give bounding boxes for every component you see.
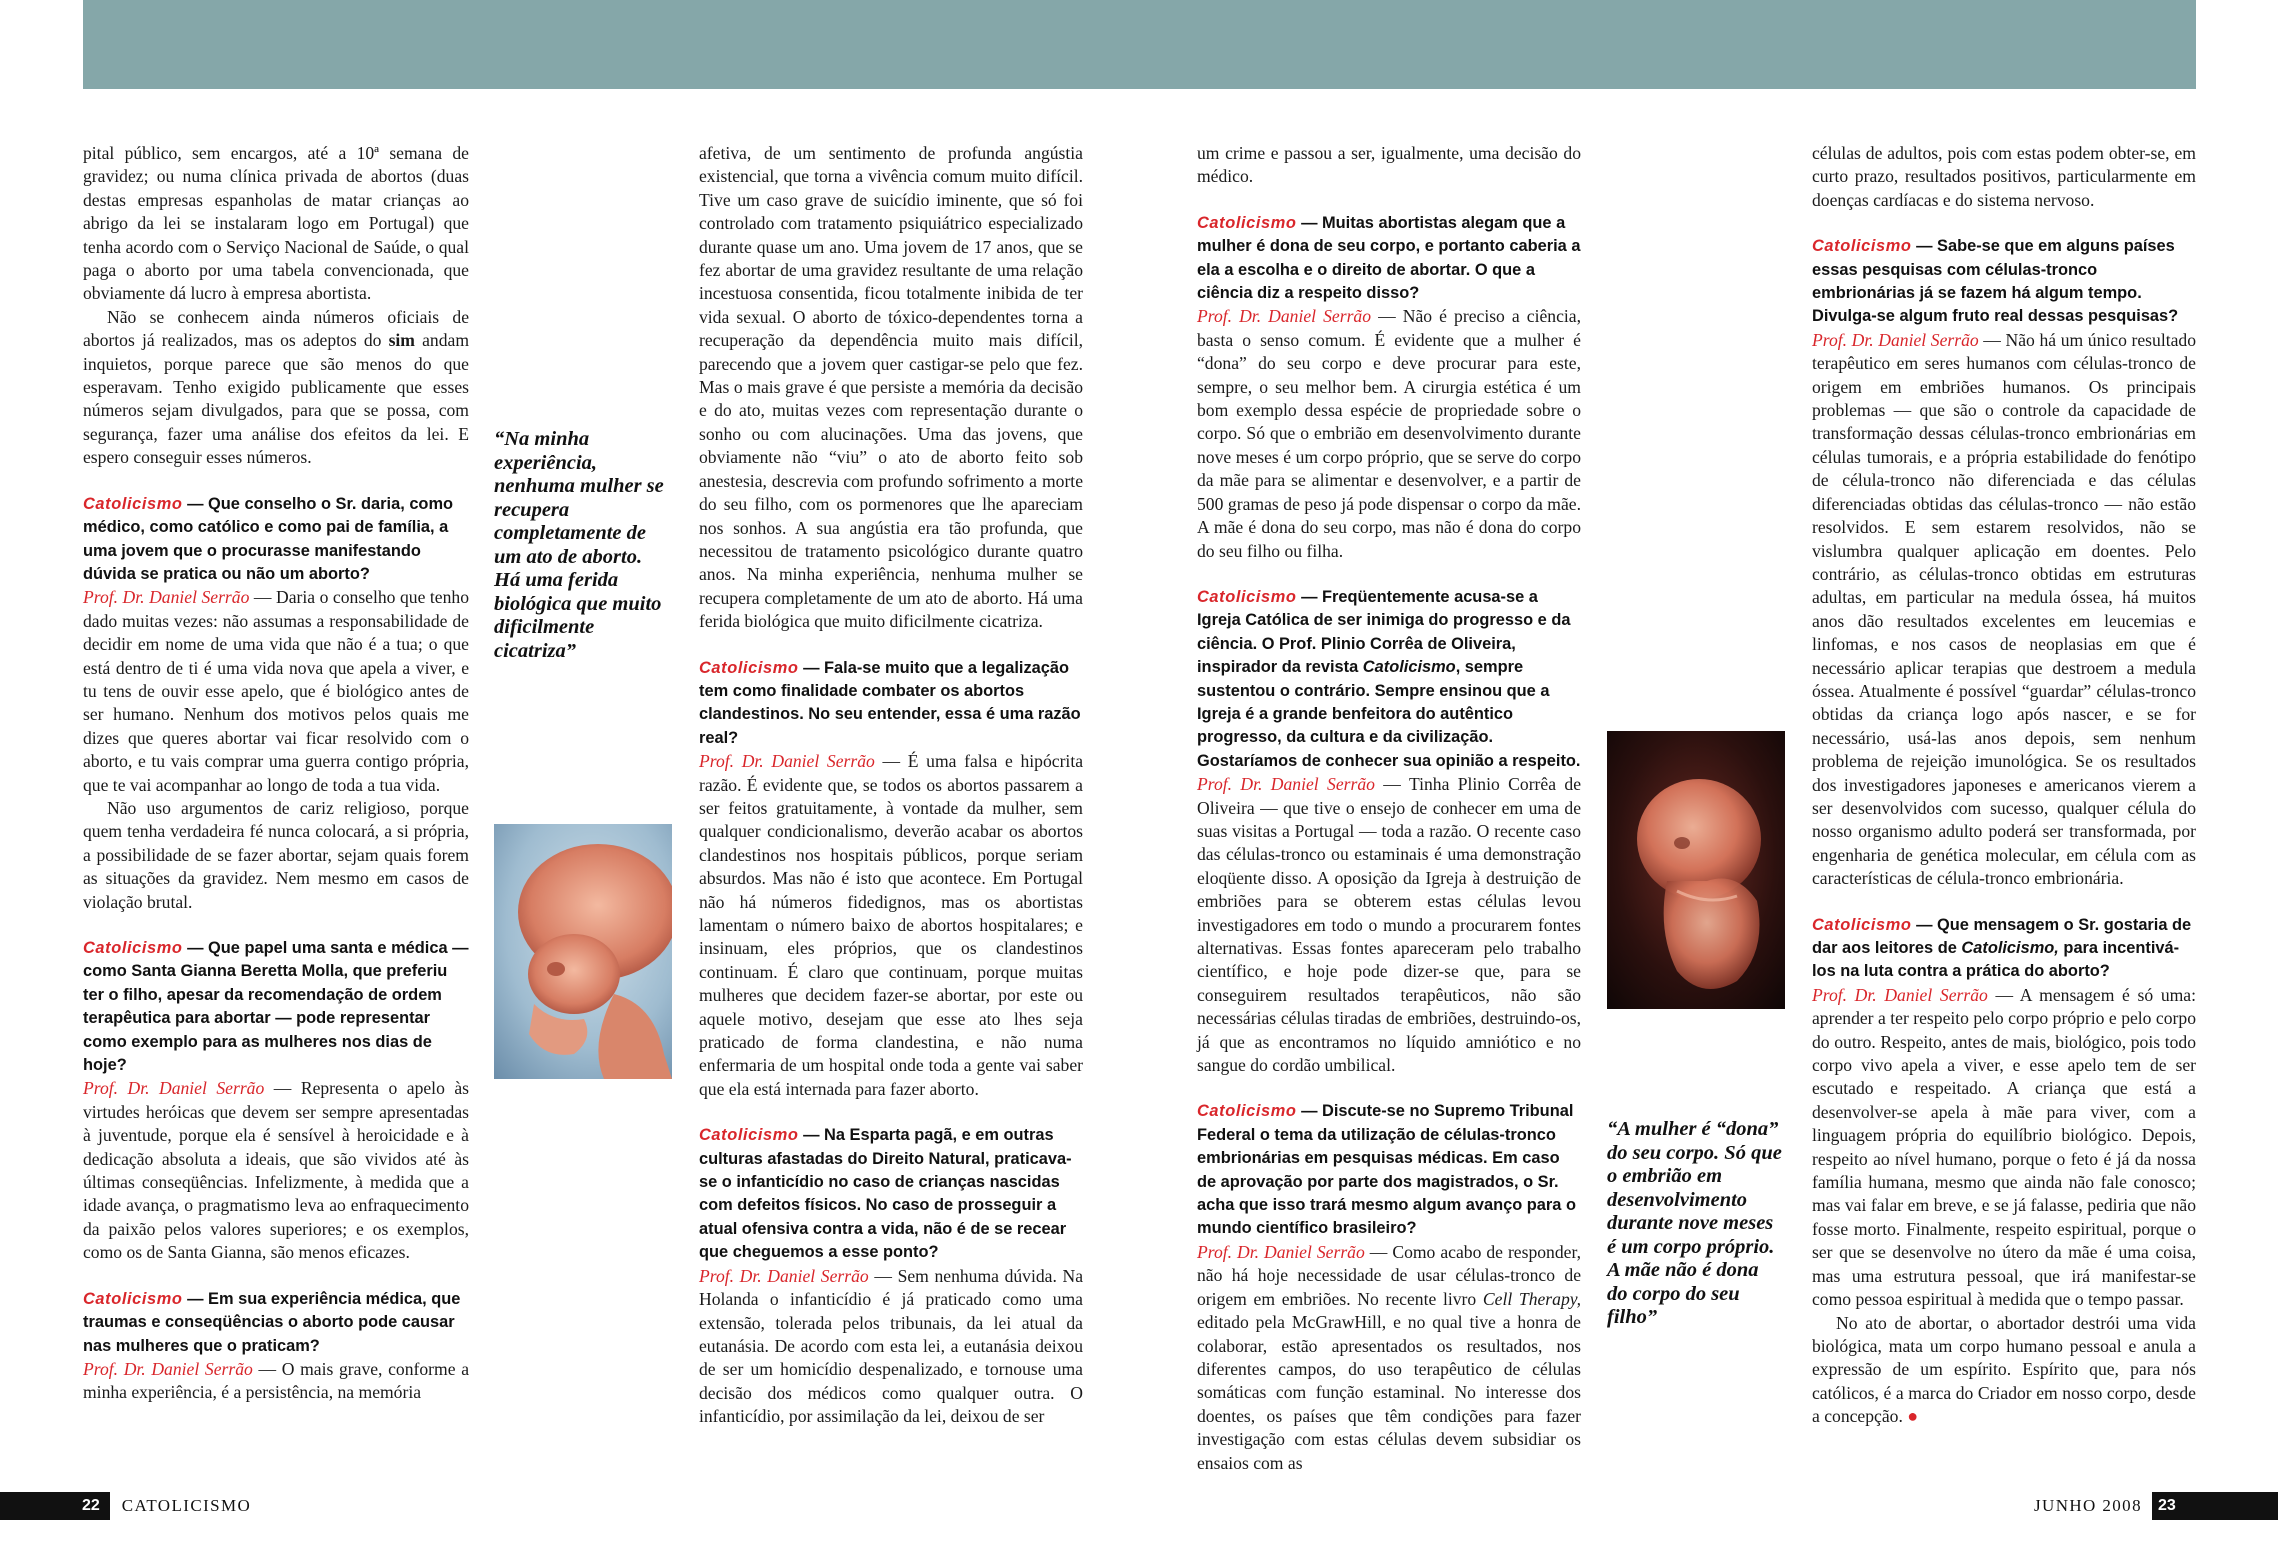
page-number-right: 23 xyxy=(2152,1492,2182,1520)
paragraph: Não se conhecem ainda números oficiais de abortos já realizados, mas os adeptos do sim andam inquietos, porque parece que são menos do que esperavam. Tenho exigido publicamente que esses números sejam divulgados, para que se possa, com segurança, fazer uma análise dos efeitos da lei. E espero conseguir esses números. xyxy=(83,306,469,468)
question: Catolicismo — Muitas abortistas alegam que a mulher é dona de seu corpo, e portanto caberia a ela a escolha e o direito de abortar. O que a ciência diz a respeito disso? xyxy=(1197,213,1581,303)
question: Catolicismo — Que mensagem o Sr. gostaria de dar aos leitores de Catolicismo, para incentivá-los na luta contra a prática do aborto? xyxy=(1812,915,2192,981)
question: Catolicismo — Freqüentemente acusa-se a Igreja Católica de ser inimiga do progresso e da ciência. O Prof. Plinio Corrêa de Oliveira, inspirador da revista Catolicismo, sempre sustentou o contrário. Sempre ensinou que a Igreja é a grande benfeitora do autêntico progresso, da cultura e da civilização. Gostaríamos de conhecer sua opinião a respeito. xyxy=(1197,587,1581,770)
question: Catolicismo — Sabe-se que em alguns países essas pesquisas com células-tronco embrionárias já se fazem há algum tempo. Divulga-se algum fruto real dessas pesquisas? xyxy=(1812,237,2179,326)
paragraph: Não uso argumentos de cariz religioso, porque quem tenha verdadeira fé nunca colocará, a si própria, a possibilidade de se fazer abortar, sejam quais forem as situações da gravidez. Nem mesmo em casos de violação brutal. xyxy=(83,797,469,912)
article-column-1 xyxy=(83,142,469,1405)
embryo-photo xyxy=(1607,731,1785,1009)
paragraph: afetiva, de um sentimento de profunda angústia existencial, que torna a vivência comum muito difícil. Tive um caso grave de suicídio iminente, que só foi controlado com tratamento psiquiátrico especializado durante quase um ano. Uma jovem de 17 anos, que se fez abortar de uma gravidez resultante de uma relação incestuosa consentida, ficou totalmente inibida de ter vida sexual. O aborto de tóxico-dependentes torna a recuperação da dependência muito mais difícil, parecendo que a jovem quer castigar-se pelo que fez. Mas o mais grave é que persiste a memória da decisão e do ato, muitas vezes com representação durante o sonho ou com alucinações. Uma das jovens, que obviamente não “viu” o ato de aborto feito sob anestesia, descrevia com profundo sofrimento a morte do seu filho, com os pormenores que lhe apareciam nos sonhos. A sua angústia era tão profunda, que necessitou de tratamento psicológico durante quatro anos. Na minha experiência, nenhuma mulher se recupera completamente de um ato de aborto. Há uma ferida biológica que muito dificilmente cicatriza. xyxy=(699,143,1083,632)
answer: Prof. Dr. Daniel Serrão — Daria o conselho que tenho dado muitas vezes: não assumas a responsabilidade de decidir em nome de uma vida que não é a tua; o que está dentro de ti é uma vida nova que apela a viver, e tu tens de ouvir esse apelo, que é biológico antes de ser humano. Nenhum dos motivos pelos quais me dizes que queres abortar vai ficar resolvido com o aborto, e tu vais comprar uma guerra contigo própria, que te vai acompanhar ao longo de toda a tua vida. xyxy=(83,587,470,795)
question: Catolicismo — Discute-se no Supremo Tribunal Federal o tema da utilização de células-tronco embrionárias em pesquisas médicas. Em caso de aprovação por parte dos magistrados, o Sr. acha que isso trará mesmo algum avanço para o mundo científico brasileiro? xyxy=(1197,1102,1576,1238)
answer: Prof. Dr. Daniel Serrão — Tinha Plinio Corrêa de Oliveira — que tive o ensejo de conhecer em uma de suas visitas a Portugal — toda a razão. O recente caso das células-tronco ou estaminais é uma demonstração eloqüente disso. A oposição da Igreja à destruição de embriões para se obterem estas células levou investigadores em todo o mundo a procurarem fontes alternativas. Essas fontes apareceram pelo trabalho científico, e hoje pode dizer-se que, para se conseguirem resultados terapêuticos, não são necessárias células tiradas de embriões, destruindo-os, já que as encontramos no líquido amniótico e no sangue do cordão umbilical. xyxy=(1197,774,1582,1076)
question: Catolicismo — Que conselho o Sr. daria, como médico, como católico e como pai de família, a uma jovem que o procurasse manifestando dúvida se pratica ou não um aborto? xyxy=(83,494,454,583)
answer: Prof. Dr. Daniel Serrão — É uma falsa e hipócrita razão. É evidente que, se todos os abortos passarem a ser feitos gratuitamente, à vontade da mulher, sem qualquer condicionalismo, deverão acabar os abortos clandestinos nos hospitais públicos, porque seriam absurdos. Mas não é isto que acontece. Em Portugal não há números fidedignos, mas os abortistas lamentam o número baixo de abortos hospitalares; e insinuam, eles próprios, que os clandestinos continuam. É claro que continuam, porque muitas mulheres que decidem fazer-se abortar, por este ou aquele motivo, desejam que esse ato lhes seja praticado de forma clandestina, e não numa enfermaria de um hospital onde toda a gente vai saber que ela está internada para fazer aborto. xyxy=(699,751,1084,1099)
paragraph: células de adultos, pois com estas podem obter-se, em curto prazo, resultados positivos, particularmente em doenças cardíacas e do sistema nervoso. xyxy=(1812,143,2196,210)
footer-magazine-title: CATOLICISMO xyxy=(116,1492,257,1520)
answer: Prof. Dr. Daniel Serrão — A mensagem é só uma: aprender a ter respeito pelo corpo próprio e pelo corpo do outro. Respeito, antes de mais, biológico, pois todo corpo vivo apela a viver, e esse apelo tem de ser escutado e respeitado. A criança que está a desenvolver-se apela à mãe para viver, com a linguagem própria do equilíbrio biológico. Depois, respeito ao nível humano, porque o feto é já da nossa família humana, mesmo que ainda não fale conosco; mas vai falar em breve, e se já falasse, pediria que não fosse morto. Finalmente, respeito espiritual, porque o ser que se desenvolve no útero da mãe é uma coisa, mas uma estrutura pessoal, que irá manifestar-se como pessoa espiritual à medida que o tempo passar. xyxy=(1812,984,2197,1310)
answer: Prof. Dr. Daniel Serrão — Como acabo de responder, não há hoje necessidade de usar células-tronco de origem em embriões. No recente livro Cell Therapy, editado pela McGrawHill, e no qual tive a honra de colaborar, estão apresentados os resultados, nos diferentes campos, do uso terapêutico de células somáticas com função estaminal. No interesse dos doentes, os países que têm condições para fazer investigação com estas células devem subsidiar os ensaios com as xyxy=(1197,1241,1582,1473)
fetus-photo xyxy=(494,824,672,1079)
answer: Prof. Dr. Daniel Serrão — Não é preciso a ciência, basta o senso comum. É evidente que a mulher é “dona” do seu corpo e deve procurar para este, sempre, o seu melhor bem. A cirurgia estética é um bom exemplo dessa espécie de propriedade sobre o corpo. Só que o embrião em desenvolvimento durante nove meses é um corpo próprio, que se serve do corpo da mãe para se alimentar e desenvolver, e a partir de 500 gramas de peso já pode dispensar o corpo da mãe. A mãe é dona do seu corpo, mas não é dona do corpo do seu filho ou filha. xyxy=(1197,306,1582,561)
footer-rule-right xyxy=(2172,1492,2278,1520)
answer: Prof. Dr. Daniel Serrão — O mais grave, conforme a minha experiência, é a persistência, na memória xyxy=(83,1358,469,1403)
answer: Prof. Dr. Daniel Serrão — Sem nenhuma dúvida. Na Holanda o infanticídio é já praticado como uma extensão, tolerada pelos tribunais, da lei atual da eutanásia. De acordo com esta lei, a eutanásia deixou de ser um homicídio despenalizado, e tornouse uma decisão dos médicos como qualquer outra. O infanticídio, por assimilação da lei, deixou de ser xyxy=(699,1265,1084,1427)
end-mark-icon: ● xyxy=(1907,1406,1919,1427)
pull-quote: “Na minha experiência, nenhuma mulher se recupera completamente de um ato de aborto. Há uma ferida biológica que muito dificilmente cicatriza” xyxy=(494,428,664,662)
question: Catolicismo — Em sua experiência médica, que traumas e conseqüências o aborto pode causar nas mulheres que o praticam? xyxy=(83,1289,461,1355)
answer: Prof. Dr. Daniel Serrão — Representa o apelo às virtudes heróicas que devem ser sempre apresentadas à juventude, porque ela é sensível à heroicidade e à dedicação absoluta a ideais, que são vividos até às últimas conseqüências. Infelizmente, à medida que a idade avança, o pragmatismo leva ao enfraquecimento da paixão pelos valores superiores; e os exemplos, como os de Santa Gianna, são menos eficazes. xyxy=(83,1078,470,1263)
question: Catolicismo — Fala-se muito que a legalização tem como finalidade combater os abortos clandestinos. No seu entender, essa é uma razão real? xyxy=(699,658,1081,747)
question: Catolicismo — Na Esparta pagã, e em outras culturas afastadas do Direito Natural, praticava-se o infanticídio no caso de crianças nascidas com defeitos físicos. No caso de prosseguir a atual ofensiva contra a vida, não é de se recear que cheguemos a esse ponto? xyxy=(699,1126,1072,1262)
article-column-4 xyxy=(1812,142,2196,1429)
footer-issue-date: JUNHO 2008 xyxy=(2028,1492,2148,1520)
article-column-2 xyxy=(699,142,1083,1429)
pull-quote: “A mulher é “dona” do seu corpo. Só que o embrião em desenvolvimento durante nove meses é um corpo próprio. A mãe não é dona do corpo do seu filho” xyxy=(1607,1118,1782,1328)
paragraph: um crime e passou a ser, igualmente, uma decisão do médico. xyxy=(1197,143,1581,187)
article-column-3 xyxy=(1197,142,1581,1475)
page-number-left: 22 xyxy=(76,1492,106,1520)
question: Catolicismo — Que papel uma santa e médica — como Santa Gianna Beretta Molla, que preferiu ter o filho, apesar da recomendação de ordem terapêutica para abortar — pode representar como exemplo para as mulheres nos dias de hoje? xyxy=(83,939,469,1075)
footer-right xyxy=(2028,1492,2182,1520)
paragraph: No ato de abortar, o abortador destrói uma vida biológica, mata um corpo humano pessoal e anula a expressão de um espírito. Espírito que, para nós católicos, é a marca do Criador em nosso corpo, desde a concepção. ● xyxy=(1812,1312,2196,1427)
paragraph: pital público, sem encargos, até a 10ª semana de gravidez; ou numa clínica privada de abortos (duas destas empresas espanholas de matar crianças ao abrigo da lei se instalaram logo em Portugal) que tenha acordo com o Serviço Nacional de Saúde, o qual paga o aborto por uma tabela convencionada, que obviamente dá lucro à empresa abortista. xyxy=(83,143,469,304)
header-bar xyxy=(83,0,2196,89)
answer: Prof. Dr. Daniel Serrão — Não há um único resultado terapêutico em seres humanos com células-tronco de origem em embriões humanos. Os principais problemas — que são o controle da capacidade de transformação dessas células-tronco embrionárias em células tumorais, e a própria estabilidade do fenótipo de célula-tronco não diferenciada e das células diferenciadas obtidas das células-tronco — não estão resolvidos. E sem estarem resolvidos, não se vislumbra qualquer aplicação em doentes. Pelo contrário, as células-tronco obtidas em estruturas adultas, em particular na medula óssea, há muitos anos dão resultados excelentes em leucemias e linfomas, e nos casos de neoplasias em que é necessário aplicar terapias que destroem a medula óssea. Atualmente é possível “guardar” células-tronco obtidas da criança logo após nascer, e se for necessário, usá-las anos depois, sem nenhum problema de rejeição imunológica. Se os resultados dos investigadores japoneses e americanos vierem a ser desenvolvidos com sucesso, qualquer célula do nosso organismo adulto poderá ser transformada, por engenharia de genética molecular, em célula com as características de célula-tronco embrionária. xyxy=(1812,329,2197,889)
footer-left xyxy=(76,1492,257,1520)
